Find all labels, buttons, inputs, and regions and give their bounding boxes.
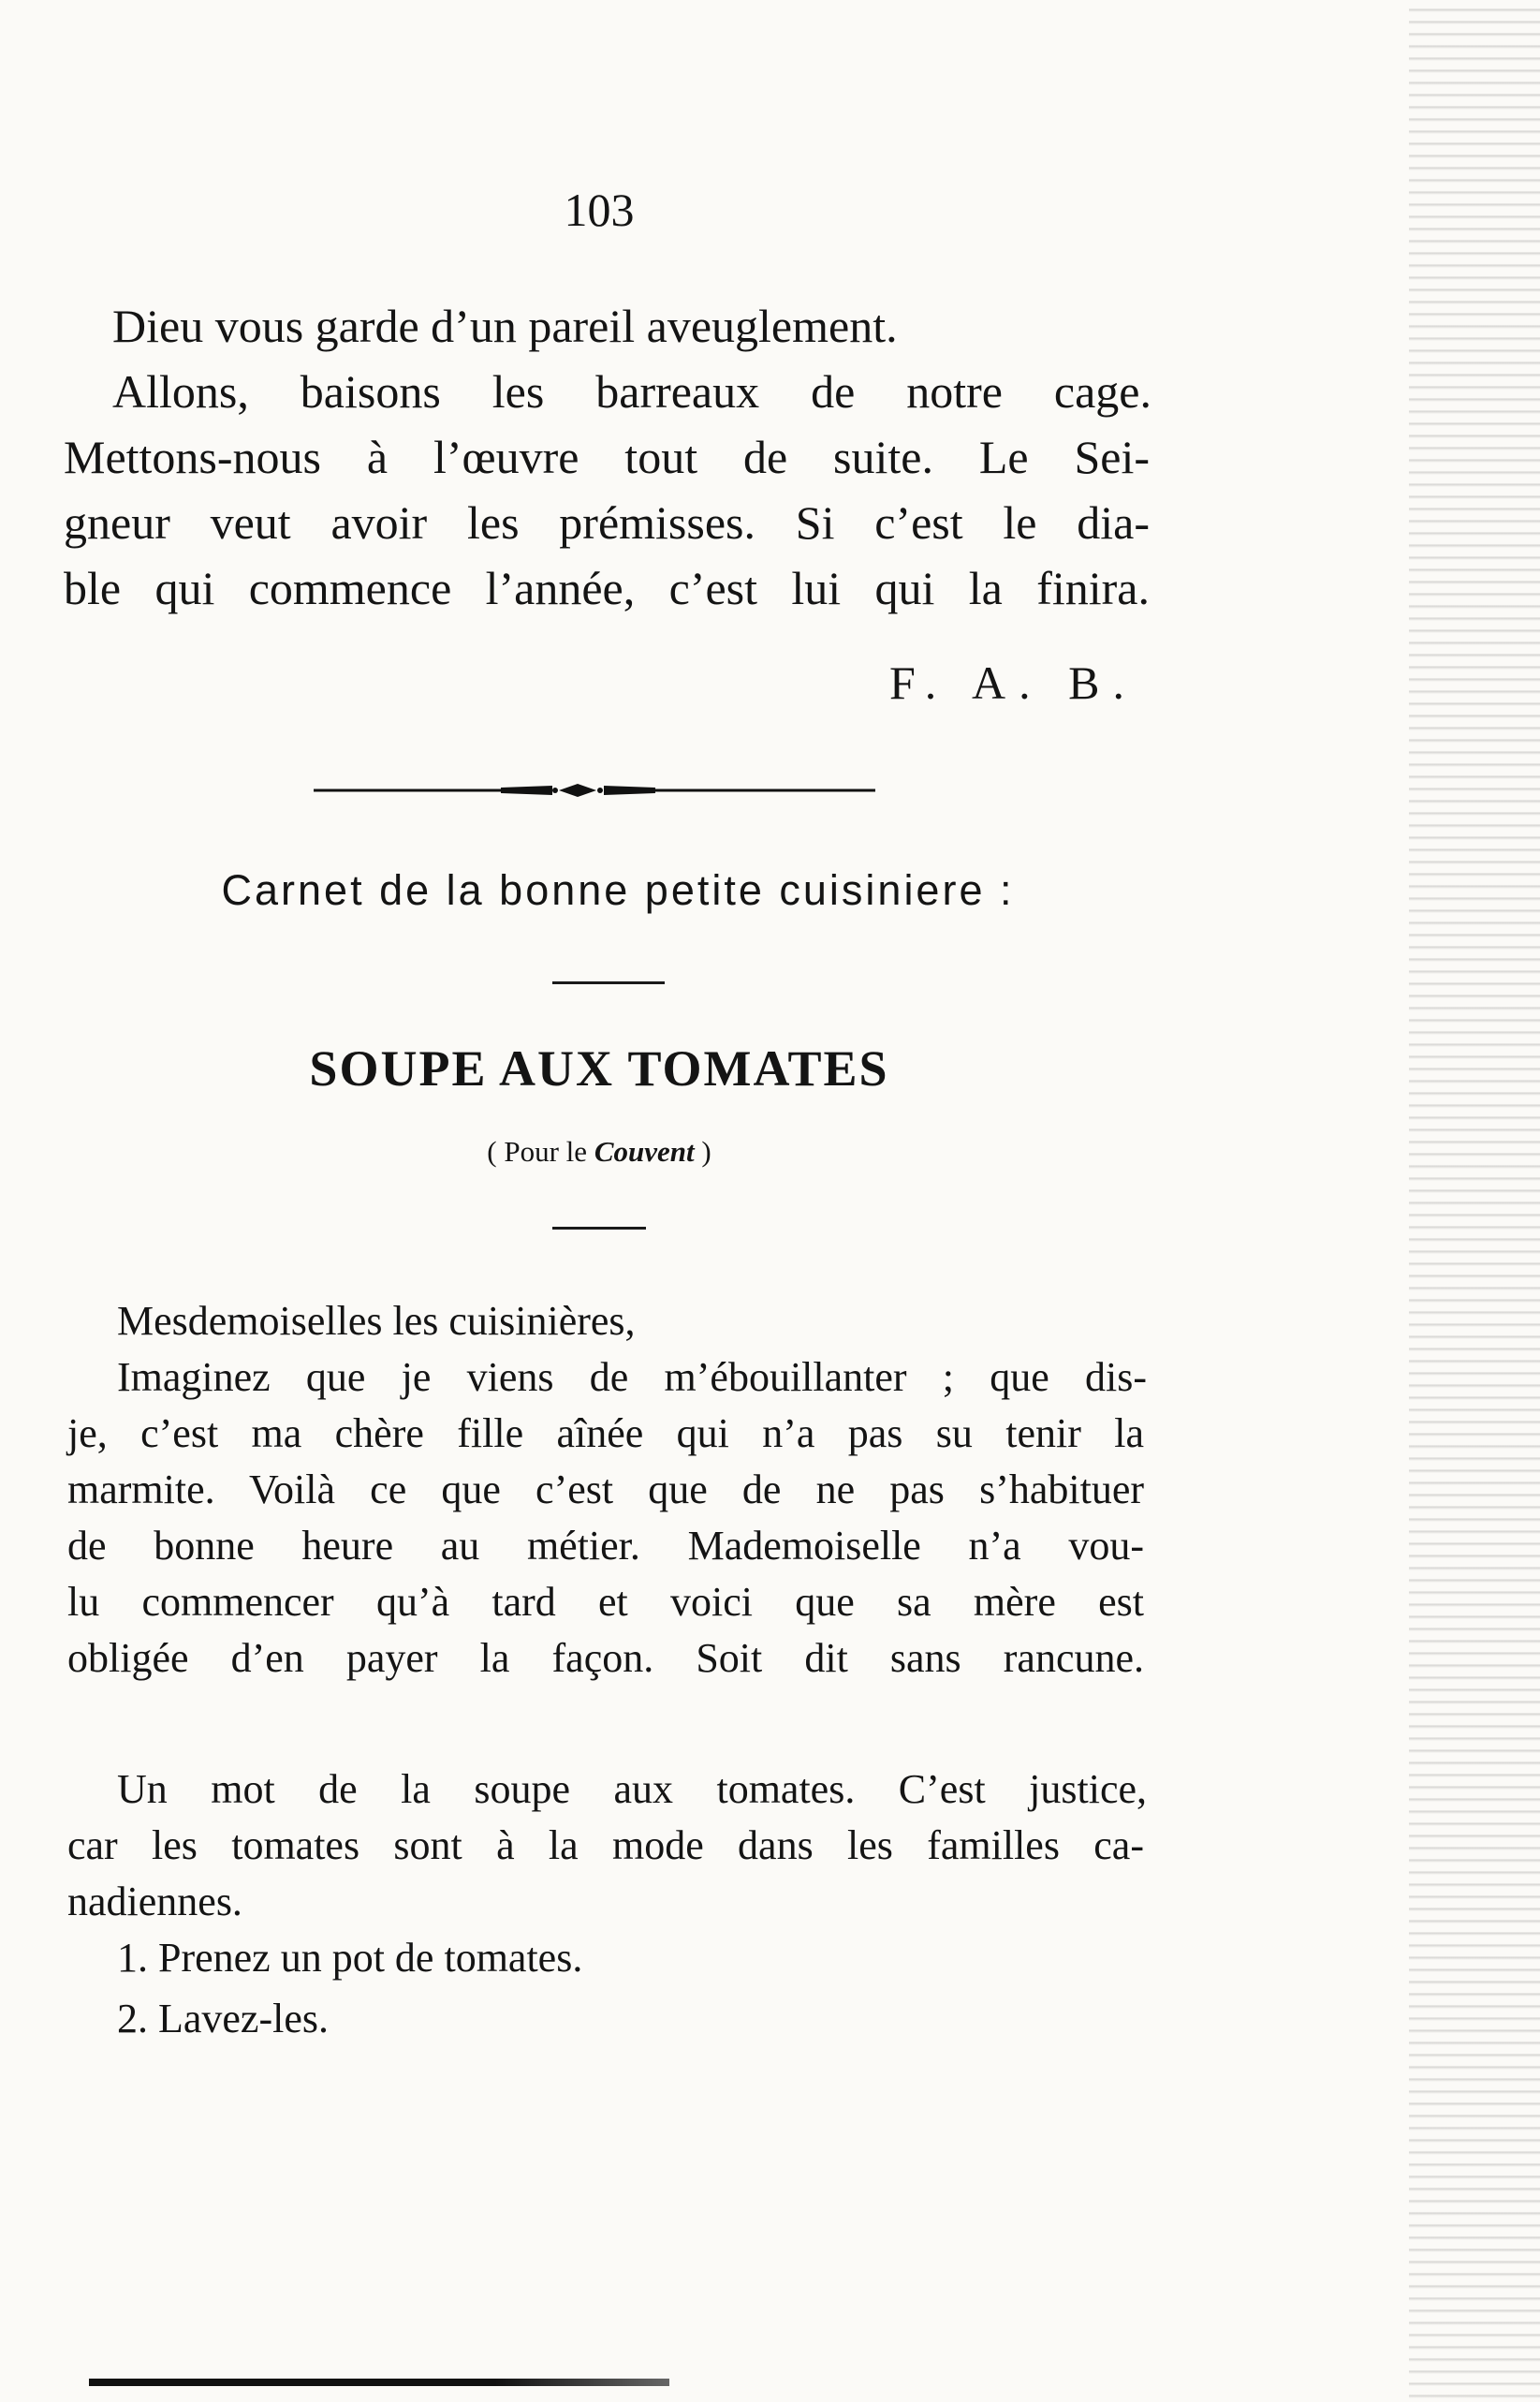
- closing-line-3: nadiennes.: [67, 1879, 242, 1924]
- opening-line-5: ble qui commence l’année, c’est lui qui la finira.: [64, 562, 1150, 614]
- ornament-divider: [314, 779, 875, 802]
- opening-line-2: Allons, baisons les barreaux de notre cage.: [112, 365, 1151, 418]
- list-item-1: 1. Prenez un pot de tomates.: [117, 1935, 583, 1981]
- letter-line-2: Imaginez que je viens de m’ébouillanter ; que dis-: [117, 1354, 1147, 1400]
- opening-line-4: gneur veut avoir les prémisses. Si c’est le dia-: [64, 496, 1150, 549]
- list-item-2: 2. Lavez-les.: [117, 1996, 329, 2041]
- section-heading: Carnet de la bonne petite cuisiniere :: [221, 866, 1015, 914]
- page-edge-shadow: [1409, 0, 1540, 2402]
- recipe-subtitle-emphasis: Couvent: [594, 1135, 695, 1168]
- letter-line-5: de bonne heure au métier. Mademoiselle n’a vou-: [67, 1523, 1144, 1569]
- page-number: 103: [564, 184, 635, 236]
- letter-line-3: je, c’est ma chère fille aînée qui n’a pas su tenir la: [67, 1410, 1144, 1456]
- bottom-edge-rule: [89, 2379, 669, 2386]
- recipe-title: SOUPE AUX TOMATES: [309, 1040, 889, 1097]
- opening-line-1: Dieu vous garde d’un pareil aveuglement.: [112, 300, 898, 352]
- recipe-subtitle: [131, 1135, 1067, 1169]
- signature: F. A. B.: [889, 656, 1138, 709]
- opening-line-3: Mettons-nous à l’œuvre tout de suite. Le Sei-: [64, 431, 1150, 483]
- closing-line-1: Un mot de la soupe aux tomates. C’est justice,: [117, 1766, 1147, 1812]
- letter-line-1: Mesdemoiselles les cuisinières,: [117, 1298, 636, 1344]
- closing-line-2: car les tomates sont à la mode dans les familles ca-: [67, 1822, 1144, 1868]
- letter-line-7: obligée d’en payer la façon. Soit dit sans rancune.: [67, 1635, 1144, 1681]
- letter-line-6: lu commencer qu’à tard et voici que sa mère est: [67, 1579, 1144, 1625]
- short-rule-top: [552, 981, 665, 984]
- letter-line-4: marmite. Voilà ce que c’est que de ne pas s’habituer: [67, 1466, 1144, 1512]
- short-rule-bottom: [552, 1227, 646, 1230]
- recipe-subtitle-prefix: ( Pour le: [487, 1135, 594, 1168]
- recipe-subtitle-suffix: ): [694, 1135, 711, 1168]
